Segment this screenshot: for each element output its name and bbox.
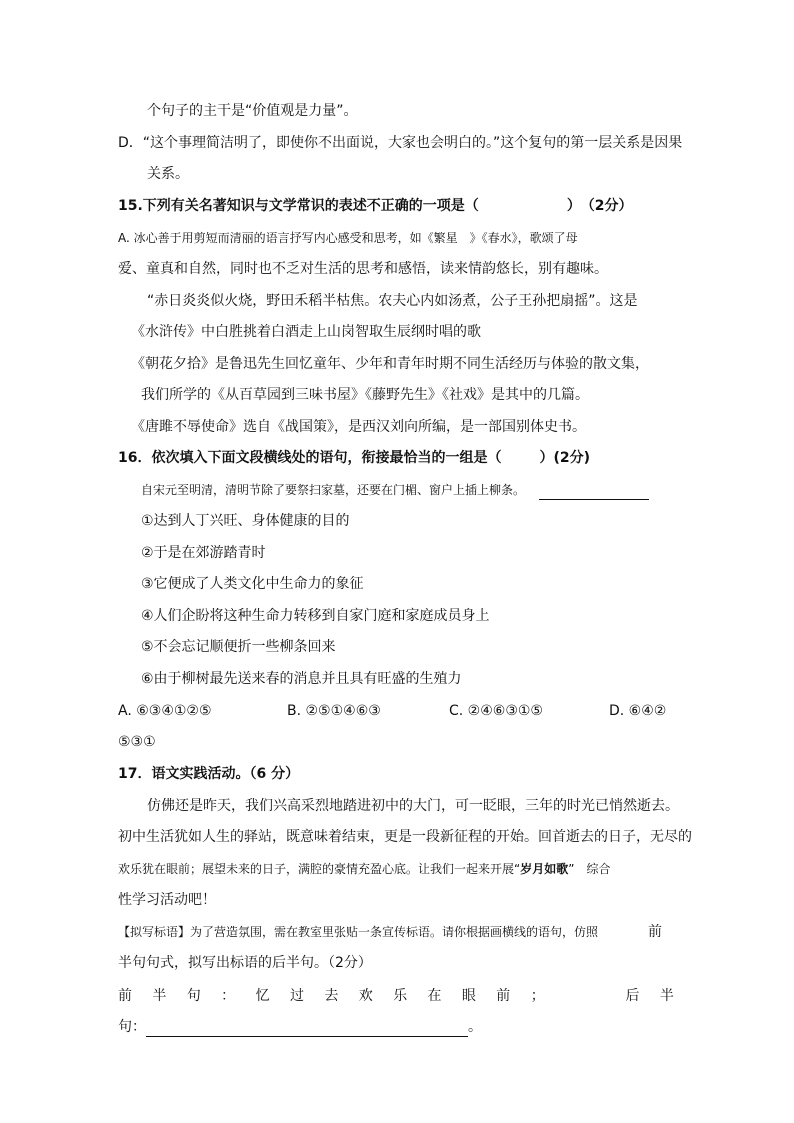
q17-paragraph-line3	[118, 859, 610, 879]
char: 前	[496, 988, 511, 1004]
q17-task-front-word: 前	[648, 924, 662, 940]
back-half-end: 。	[468, 1019, 482, 1035]
slogan-back-half	[118, 1017, 482, 1037]
q15-option-c-line1: 《朝花夕拾》是鲁迅先生回忆童年、少年和青年时期不同生活经历与体验的散文集，	[131, 356, 649, 372]
activity-name: 岁月如歌	[520, 862, 569, 876]
back-half-label: 句：	[118, 1019, 146, 1035]
q15-option-b-line1: “赤日炎炎似火烧，野田禾稻半枯焦。农夫心内如汤煮，公子王孙把扇摇”。这是	[147, 293, 638, 309]
q14-continuation: 个句子的主干是“价值观是力量”。	[147, 103, 358, 119]
q17-p3-text: 欢乐犹在眼前；展望未来的日子，满腔的豪情充盈心底。让我们一起来开展“	[118, 862, 521, 876]
q17-title: 17．语文实践活动。（6 分）	[118, 766, 300, 782]
q17-task-text: 【拟写标语】为了营造氛围，需在教室里张贴一条宣传标语。请你根据画横线的语句，仿照	[118, 925, 599, 939]
q15-option-b-line2: 《水浒传》中白胜挑着白酒走上山岗智取生辰纲时唱的歌	[131, 324, 481, 340]
q16-item-2: ②于是在郊游踏青时	[141, 545, 266, 561]
q16-fill-blank	[539, 485, 649, 500]
char: 去	[324, 988, 339, 1004]
char: 过	[289, 988, 304, 1004]
q16-option-a: A. ⑥③④①②⑤	[118, 703, 212, 719]
char: 后	[625, 988, 640, 1004]
q15-stem	[118, 196, 633, 216]
char: 眼	[461, 988, 476, 1004]
char: 半	[659, 988, 674, 1004]
q16-item-4: ④人们企盼将这种生命力转移到自家门庭和家庭成员身上	[141, 608, 490, 624]
q16-stem	[118, 448, 590, 468]
q16-item-5: ⑤不会忘记顺便折一些柳条回来	[141, 639, 336, 655]
char: 半	[152, 988, 167, 1004]
q16-item-1: ①达到人丁兴旺、身体健康的目的	[141, 513, 350, 529]
char: ：	[221, 988, 236, 1004]
q16-item-3: ③它便成了人类文化中生命力的象征	[141, 576, 364, 592]
q14-option-d-line2: 关系。	[147, 166, 189, 182]
q17-p3-end: ” 综合	[568, 862, 611, 876]
q17-paragraph-line4: 性学习活动吧！	[118, 892, 216, 908]
q15-option-a-line1: A. 冰心善于用剪短而清丽的语言抒写内心感受和思考，如《繁星 》《春水》，歌颂了母	[118, 231, 578, 245]
q15-stem-text: 15.下列有关名著知识与文学常识的表述不正确的一项是（	[118, 198, 479, 214]
char: 欢	[358, 988, 373, 1004]
char: 乐	[393, 988, 408, 1004]
q16-item-6: ⑥由于柳树最先送来春的消息并且具有旺盛的生殖力	[141, 671, 462, 687]
q15-option-a-line2: 爱、童真和自然，同时也不乏对生活的思考和感悟，读来情韵悠长，别有趣味。	[118, 261, 608, 277]
char: 句	[186, 988, 201, 1004]
slogan-answer-blank[interactable]	[146, 1022, 468, 1037]
slogan-front-half	[118, 986, 674, 1006]
char	[565, 986, 605, 1006]
q16-option-b: B. ②⑤①④⑥③	[287, 703, 381, 719]
q16-option-d: D. ⑥④②	[609, 703, 667, 719]
q16-stem-text: 16．依次填入下面文段横线处的语句，衔接最恰当的一组是（	[118, 450, 502, 466]
q17-paragraph-line2: 初中生活犹如人生的驿站，既意味着结束，更是一段新征程的开始。回首逝去的日子，无尽的	[118, 829, 692, 845]
q14-option-d-line1: D．“这个事理简洁明了，即使你不出面说，大家也会明白的。”这个复句的第一层关系是因果	[118, 135, 683, 151]
q17-paragraph-line1: 仿佛还是昨天，我们兴高采烈地踏进初中的大门，可一眨眼，三年的时光已悄然逝去。	[147, 798, 679, 814]
char: 在	[427, 988, 442, 1004]
q16-option-c: C. ②④⑥③①⑤	[449, 703, 543, 719]
q15-stem-score: ） （2分）	[566, 198, 633, 214]
char: 前	[118, 988, 132, 1004]
q16-stem-score: ）(2分)	[539, 450, 591, 466]
q17-task-line1	[118, 922, 598, 942]
q15-option-d: 《唐雎不辱使命》选自《战国策》，是西汉刘向所编，是一部国别体史书。	[131, 419, 586, 435]
q15-option-c-line2: 我们所学的《从百草园到三味书屋》《藤野先生》《社戏》是其中的几篇。	[141, 387, 589, 403]
q16-option-d-cont: ⑤③①	[118, 734, 156, 750]
char: ；	[530, 988, 545, 1004]
q17-task-line2: 半句句式，拟写出标语的后半句。（2分）	[118, 955, 372, 971]
q16-passage	[141, 480, 649, 500]
q16-passage-text: 自宋元至明清，清明节除了要祭扫家墓，还要在门楣、窗户上插上柳条。	[141, 483, 526, 497]
char: 忆	[255, 988, 270, 1004]
